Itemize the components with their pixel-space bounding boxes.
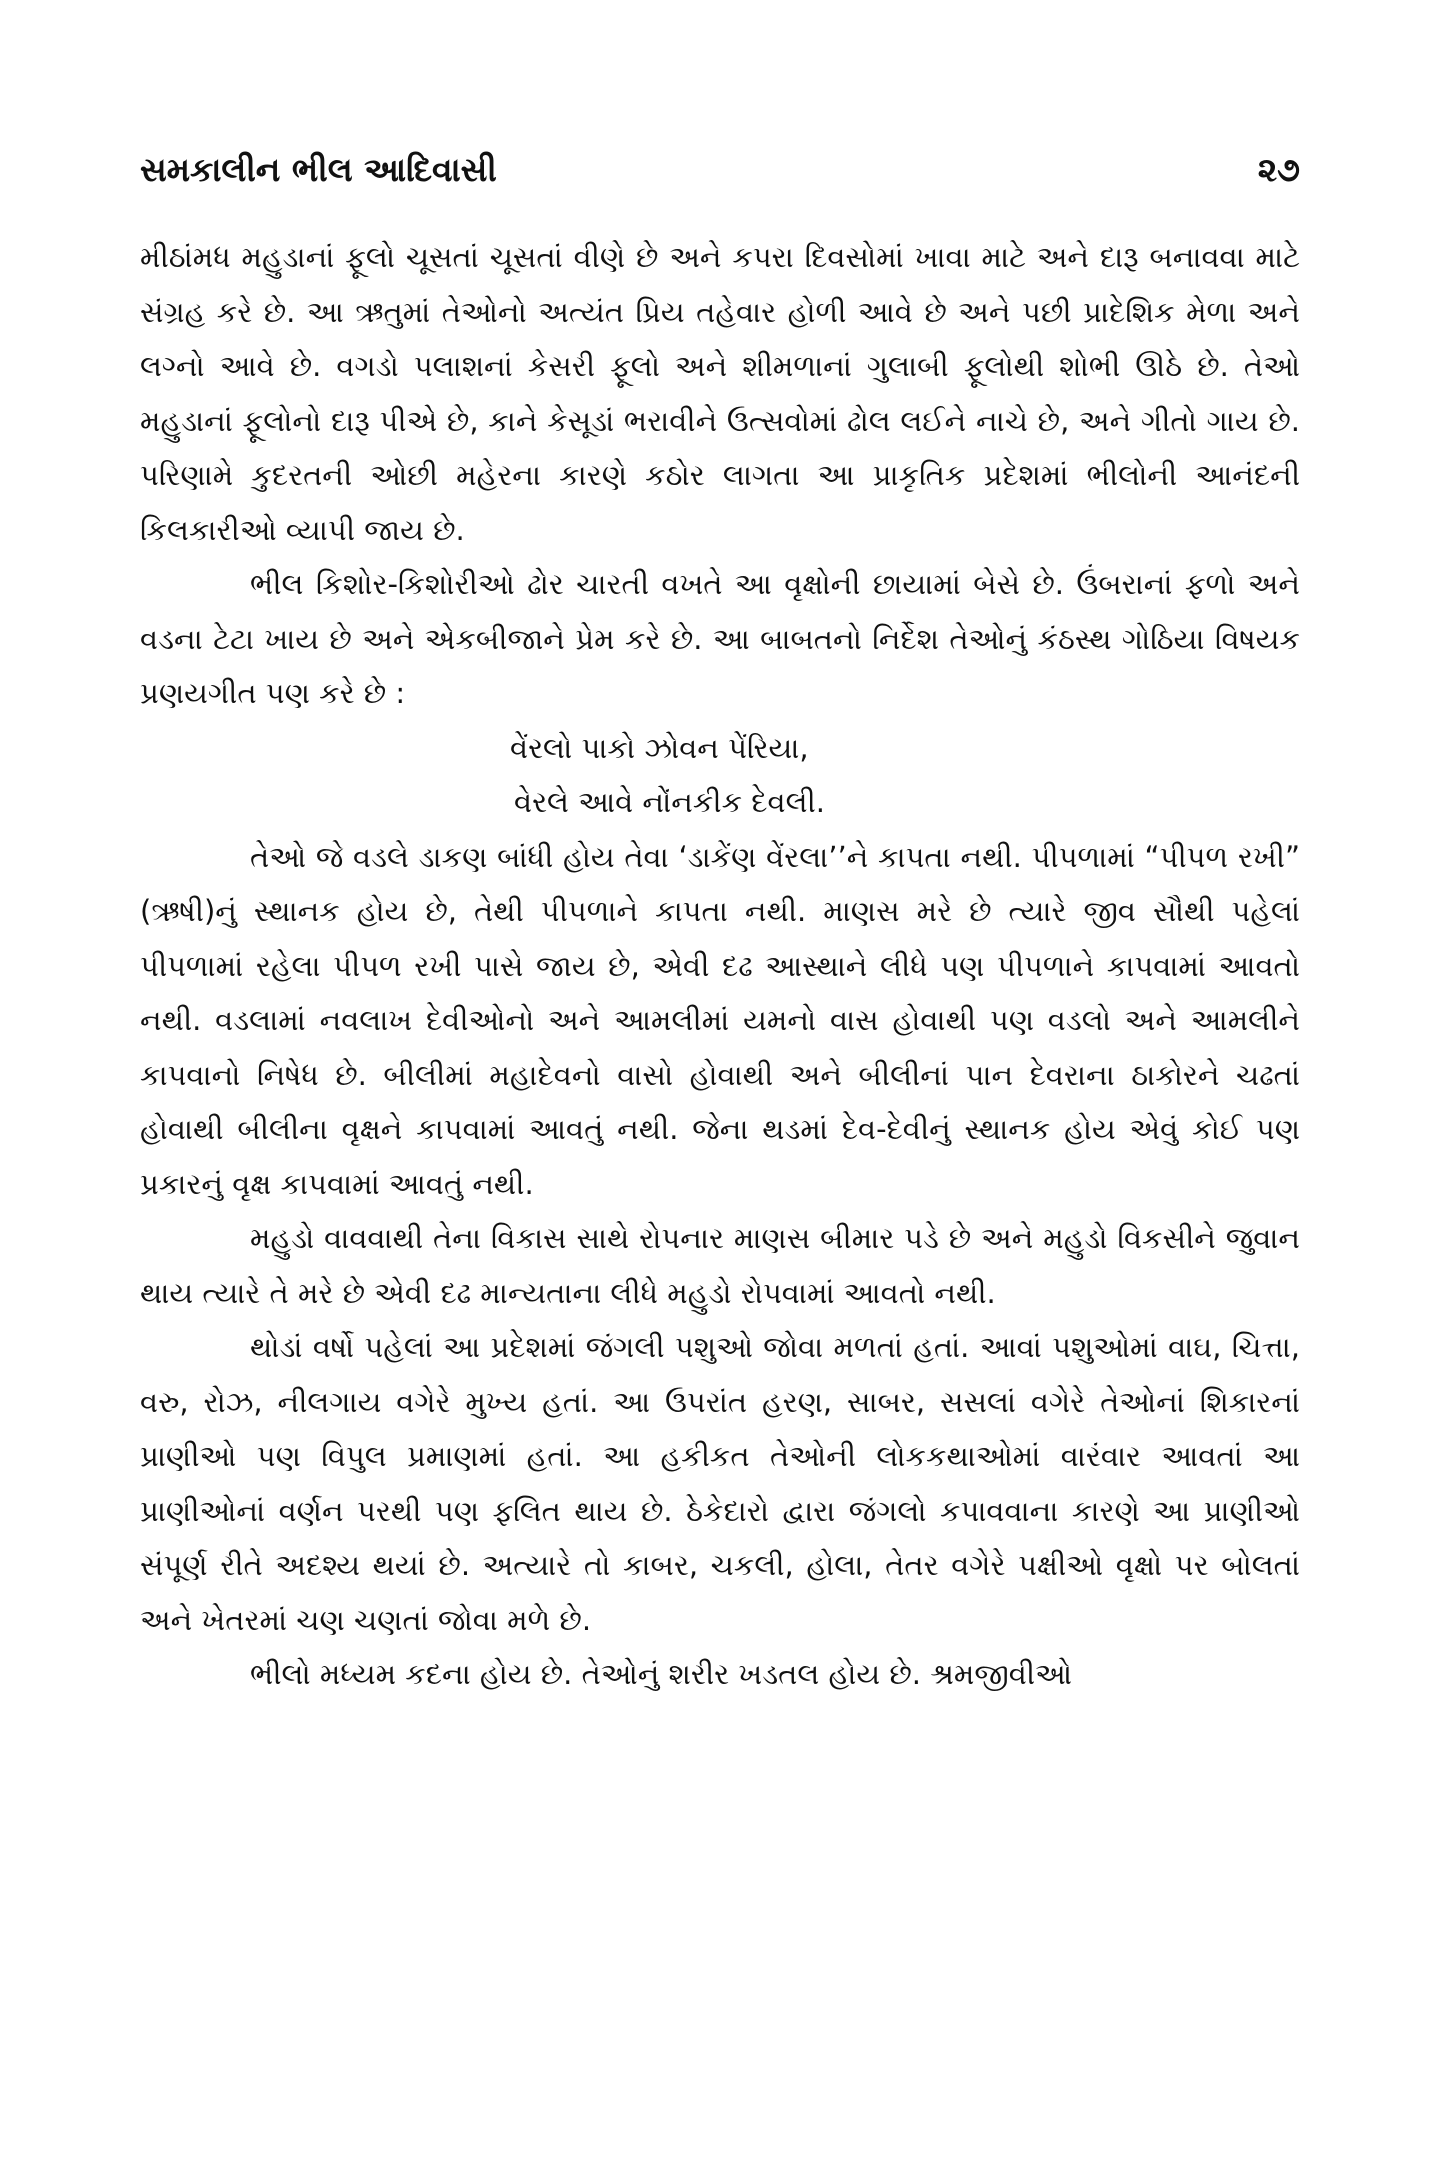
book-page [140,150,1300,1702]
running-header [140,150,1300,230]
paragraph-festivals: મીઠાંમધ મહુડાનાં ફૂલો ચૂસતાં ચૂસતાં વીણે છે અને કપરા દિવસોમાં ખાવા માટે અને દારૂ બનાવવા માટે સંગ્રહ કરે છે. આ ઋતુમાં તેઓનો અત્યંત પ્રિય તહેવાર હોળી આવે છે અને પછી પ્રાદેશિક મેળા અને લગ્નો આવે છે. વગડો પલાશનાં કેસરી ફૂલો અને શીમળાનાં ગુલાબી ફૂલોથી શોભી ઊઠે છે. તેઓ મહુડાનાં ફૂલોનો દારૂ પીએ છે, કાને કેસૂડાં ભરાવીને ઉત્સવોમાં ઢોલ લઈને નાચે છે, અને ગીતો ગાય છે. પરિણામે કુદરતની ઓછી મહેરના કારણે કઠોર લાગતા આ પ્રાકૃતિક પ્રદેશમાં ભીલોની આનંદની કિલકારીઓ વ્યાપી જાય છે. [140,240,1300,547]
paragraph-wild-animals: થોડાં વર્ષો પહેલાં આ પ્રદેશમાં જંગલી પશુઓ જોવા મળતાં હતાં. આવાં પશુઓમાં વાઘ, ચિત્તા, વરુ, રોઝ, નીલગાય વગેરે મુખ્ય હતાં. આ ઉપરાંત હરણ, સાબર, સસલાં વગેરે તેઓનાં શિકારનાં પ્રાણીઓ પણ વિપુલ પ્રમાણમાં હતાં. આ હકીકત તેઓની લોકકથાઓમાં વારંવાર આવતાં આ પ્રાણીઓનાં વર્ણન પરથી પણ ફલિત થાય છે. ઠેકેદારો દ્વારા જંગલો કપાવવાના કારણે આ પ્રાણીઓ સંપૂર્ણ રીતે અદશ્ય થયાં છે. અત્યારે તો કાબર, ચકલી, હોલા, તેતર વગેરે પક્ષીઓ વૃક્ષો પર બોલતાં અને ખેતરમાં ચણ ચણતાં જોવા મળે છે. [140,1330,1300,1637]
verse-line-2: વેરલે આવે નોંનકીક દેવલી. [514,785,826,819]
paragraph-sacred-trees: તેઓ જે વડલે ડાકણ બાંધી હોય તેવા ‘ડાકેંણ વેંરલા’’ને કાપતા નથી. પીપળામાં “પીપળ રખી” (ઋષી)નું સ્થાનક હોય છે, તેથી પીપળાને કાપતા નથી. માણસ મરે છે ત્યારે જીવ સૌથી પહેલાં પીપળામાં રહેલા પીપળ રખી પાસે જાય છે, એવી દઢ આસ્થાને લીધે પણ પીપળાને કાપવામાં આવતો નથી. વડલામાં નવલાખ દેવીઓનો અને આમલીમાં યમનો વાસ હોવાથી પણ વડલો અને આમલીને કાપવાનો નિષેધ છે. બીલીમાં મહાદેવનો વાસો હોવાથી અને બીલીનાં પાન દેવરાના ઠાકોરને ચઢતાં હોવાથી બીલીના વૃક્ષને કાપવામાં આવતું નથી. જેના થડમાં દેવ-દેવીનું સ્થાનક હોય એવું કોઈ પણ પ્રકારનું વૃક્ષ કાપવામાં આવતું નથી. [140,839,1300,1201]
verse-line-1: વેંરલો પાકો ઝોવન પેંરિયા, [510,730,809,765]
running-title: સમકાલીન ભીલ આદિવાસી [140,150,497,189]
paragraph-youth-songs: ભીલ કિશોર-કિશોરીઓ ઢોર ચારતી વખતે આ વૃક્ષોની છાયામાં બેસે છે. ઉંબરાનાં ફળો અને વડના ટેટા ખાય છે અને એકબીજાને પ્રેમ કરે છે. આ બાબતનો નિર્દેશ તેઓનું કંઠસ્થ ગોઠિયા વિષયક પ્રણયગીત પણ કરે છે : [140,567,1300,710]
paragraph-physique: ભીલો મધ્યમ કદના હોય છે. તેઓનું શરીર ખડતલ હોય છે. શ્રમજીવીઓ [250,1657,1072,1691]
page-number: ૨૭ [1257,150,1300,189]
page-body [140,230,1300,1702]
paragraph-mahuda-belief: મહુડો વાવવાથી તેના વિકાસ સાથે રોપનાર માણસ બીમાર પડે છે અને મહુડો વિકસીને જુવાન થાય ત્યારે તે મરે છે એવી દઢ માન્યતાના લીધે મહુડો રોપવામાં આવતો નથી. [140,1221,1300,1310]
folk-song-verse [140,721,1300,830]
